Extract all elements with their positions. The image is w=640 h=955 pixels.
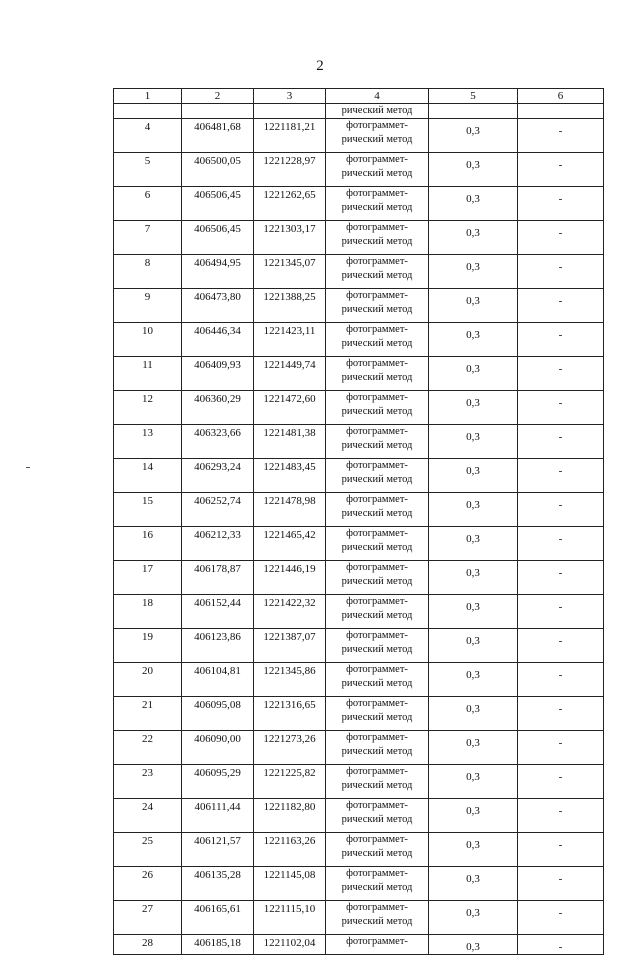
method-line-2: рический метод	[341, 882, 413, 893]
method-line-1: фотограммет-	[346, 698, 408, 709]
table-row	[114, 697, 604, 731]
x-coordinate-cell: 406360,29	[182, 391, 254, 425]
x-coordinate-cell: 406104,81	[182, 663, 254, 697]
table-header-row	[114, 89, 604, 104]
table-row	[114, 663, 604, 697]
method-line-1: фотограммет-	[346, 596, 408, 607]
accuracy-cell: 0,3	[429, 595, 518, 629]
table-row	[114, 323, 604, 357]
accuracy-cell: 0,3	[429, 561, 518, 595]
point-number-cell: 18	[114, 595, 182, 629]
point-number-cell: 23	[114, 765, 182, 799]
point-number-cell: 12	[114, 391, 182, 425]
y-coordinate-cell: 1221387,07	[254, 629, 326, 663]
y-coordinate-cell: 1221316,65	[254, 697, 326, 731]
accuracy-cell: 0,3	[429, 799, 518, 833]
y-coordinate-cell: 1221422,32	[254, 595, 326, 629]
y-coordinate-cell: 1221115,10	[254, 901, 326, 935]
y-coordinate-cell: 1221481,38	[254, 425, 326, 459]
table-row	[114, 119, 604, 153]
note-cell: -	[518, 221, 604, 255]
table-row	[114, 901, 604, 935]
x-coordinate-cell: 406152,44	[182, 595, 254, 629]
method-line-2: рический метод	[341, 814, 413, 825]
y-coordinate-cell: 1221478,98	[254, 493, 326, 527]
point-number-cell: 27	[114, 901, 182, 935]
note-cell: -	[518, 187, 604, 221]
method-cell	[326, 527, 429, 561]
method-cell	[326, 391, 429, 425]
note-cell: -	[518, 765, 604, 799]
table-row	[114, 527, 604, 561]
note-cell: -	[518, 391, 604, 425]
table-row	[114, 935, 604, 955]
x-coordinate-cell: 406111,44	[182, 799, 254, 833]
point-number-cell: 26	[114, 867, 182, 901]
note-cell: -	[518, 425, 604, 459]
method-line-2: рический метод	[341, 304, 413, 315]
method-line-1: фотограммет-	[346, 528, 408, 539]
method-line-2: рический метод	[341, 338, 413, 349]
method-line-1: фотограммет-	[346, 902, 408, 913]
point-number-cell: 14	[114, 459, 182, 493]
x-coordinate-cell: 406473,80	[182, 289, 254, 323]
accuracy-cell: 0,3	[429, 833, 518, 867]
point-number-cell: 17	[114, 561, 182, 595]
table-row	[114, 595, 604, 629]
accuracy-cell: 0,3	[429, 629, 518, 663]
method-cell	[326, 595, 429, 629]
note-cell: -	[518, 867, 604, 901]
table-row	[114, 425, 604, 459]
method-cell	[326, 255, 429, 289]
x-coordinate-cell: 406506,45	[182, 187, 254, 221]
method-line-2: рический метод	[341, 474, 413, 485]
x-coordinate-cell: 406095,08	[182, 697, 254, 731]
note-cell: -	[518, 663, 604, 697]
method-line-2: рический метод	[341, 678, 413, 689]
x-coordinate-cell: 406252,74	[182, 493, 254, 527]
point-number-cell: 7	[114, 221, 182, 255]
continued-row	[114, 104, 604, 119]
point-number-cell: 8	[114, 255, 182, 289]
y-coordinate-cell: 1221273,26	[254, 731, 326, 765]
note-cell: -	[518, 459, 604, 493]
y-coordinate-cell: 1221303,17	[254, 221, 326, 255]
method-line-1: фотограммет-	[346, 664, 408, 675]
point-number-cell: 4	[114, 119, 182, 153]
table-row	[114, 629, 604, 663]
method-line-2: рический метод	[341, 270, 413, 281]
x-coordinate-cell: 406293,24	[182, 459, 254, 493]
accuracy-cell: 0,3	[429, 901, 518, 935]
note-cell: -	[518, 697, 604, 731]
method-line-1: фотограммет-	[346, 766, 408, 777]
y-coordinate-cell: 1221182,80	[254, 799, 326, 833]
y-coordinate-cell: 1221262,65	[254, 187, 326, 221]
note-cell: -	[518, 629, 604, 663]
method-cell	[326, 119, 429, 153]
point-number-cell: 13	[114, 425, 182, 459]
x-coordinate-cell: 406212,33	[182, 527, 254, 561]
x-coordinate-cell: 406323,66	[182, 425, 254, 459]
method-cell	[326, 901, 429, 935]
accuracy-cell: 0,3	[429, 221, 518, 255]
point-number-cell: 10	[114, 323, 182, 357]
x-coordinate-cell: 406506,45	[182, 221, 254, 255]
method-cell	[326, 425, 429, 459]
y-coordinate-cell: 1221145,08	[254, 867, 326, 901]
method-cell	[326, 221, 429, 255]
accuracy-cell: 0,3	[429, 187, 518, 221]
point-number-cell: 28	[114, 935, 182, 955]
point-number-cell: 9	[114, 289, 182, 323]
method-cell: фотограммет-	[326, 935, 429, 955]
method-line-1: фотограммет-	[346, 188, 408, 199]
accuracy-cell: 0,3	[429, 663, 518, 697]
method-line-2: рический метод	[341, 440, 413, 451]
x-coordinate-cell: 406095,29	[182, 765, 254, 799]
method-line-1: фотограммет-	[346, 494, 408, 505]
x-coordinate-cell: 406178,87	[182, 561, 254, 595]
method-line-2: рический метод	[341, 610, 413, 621]
x-coordinate-cell: 406165,61	[182, 901, 254, 935]
y-coordinate-cell: 1221228,97	[254, 153, 326, 187]
note-cell: -	[518, 255, 604, 289]
method-line-2: рический метод	[341, 712, 413, 723]
method-line-1: фотограммет-	[346, 120, 408, 131]
table-row	[114, 187, 604, 221]
y-coordinate-cell: 1221465,42	[254, 527, 326, 561]
y-coordinate-cell: 1221345,86	[254, 663, 326, 697]
y-coordinate-cell: 1221472,60	[254, 391, 326, 425]
table-row	[114, 561, 604, 595]
method-line-2: рический метод	[341, 134, 413, 145]
method-cell	[326, 629, 429, 663]
table-row	[114, 493, 604, 527]
header-col-2: 2	[182, 89, 254, 104]
point-number-cell: 15	[114, 493, 182, 527]
method-line-2: рический метод	[341, 508, 413, 519]
method-line-2: рический метод	[341, 746, 413, 757]
method-line-2: рический метод	[341, 916, 413, 927]
table-row	[114, 153, 604, 187]
note-cell: -	[518, 323, 604, 357]
table-row	[114, 833, 604, 867]
table-row	[114, 357, 604, 391]
method-line-2: рический метод	[341, 372, 413, 383]
method-line-1: фотограммет-	[346, 392, 408, 403]
y-coordinate-cell: 1221449,74	[254, 357, 326, 391]
y-coordinate-cell: 1221102,04	[254, 935, 326, 955]
point-number-cell: 22	[114, 731, 182, 765]
continued-method-cell: рический метод	[326, 104, 429, 119]
method-cell	[326, 833, 429, 867]
method-line-2: рический метод	[341, 644, 413, 655]
method-line-2: рический метод	[341, 542, 413, 553]
table-row	[114, 289, 604, 323]
method-line-1: фотограммет-	[346, 562, 408, 573]
accuracy-cell: 0,3	[429, 765, 518, 799]
table-row	[114, 799, 604, 833]
point-number-cell: 24	[114, 799, 182, 833]
header-col-1: 1	[114, 89, 182, 104]
method-line-1: фотограммет-	[346, 358, 408, 369]
method-cell	[326, 493, 429, 527]
point-number-cell: 16	[114, 527, 182, 561]
point-number-cell: 6	[114, 187, 182, 221]
table-row	[114, 459, 604, 493]
x-coordinate-cell: 406409,93	[182, 357, 254, 391]
x-coordinate-cell: 406481,68	[182, 119, 254, 153]
method-cell	[326, 459, 429, 493]
accuracy-cell: 0,3	[429, 697, 518, 731]
x-coordinate-cell: 406494,95	[182, 255, 254, 289]
method-cell	[326, 731, 429, 765]
method-line-1: фотограммет-	[346, 732, 408, 743]
point-number-cell: 11	[114, 357, 182, 391]
note-cell: -	[518, 901, 604, 935]
method-cell	[326, 663, 429, 697]
table-row	[114, 391, 604, 425]
accuracy-cell: 0,3	[429, 527, 518, 561]
method-cell	[326, 187, 429, 221]
method-line-2: рический метод	[341, 406, 413, 417]
x-coordinate-cell: 406135,28	[182, 867, 254, 901]
method-line-1: фотограммет-	[346, 290, 408, 301]
page-number: 2	[316, 58, 324, 74]
point-number-cell: 25	[114, 833, 182, 867]
method-line-1: фотограммет-	[346, 460, 408, 471]
table-row	[114, 255, 604, 289]
method-cell	[326, 561, 429, 595]
coordinates-table	[113, 88, 604, 955]
note-cell: -	[518, 935, 604, 955]
y-coordinate-cell: 1221225,82	[254, 765, 326, 799]
method-line-2: рический метод	[341, 236, 413, 247]
header-col-6: 6	[518, 89, 604, 104]
table-row	[114, 765, 604, 799]
method-line-1: фотограммет-	[346, 630, 408, 641]
method-line-2: рический метод	[341, 576, 413, 587]
accuracy-cell: 0,3	[429, 731, 518, 765]
accuracy-cell: 0,3	[429, 493, 518, 527]
table-row	[114, 731, 604, 765]
note-cell: -	[518, 357, 604, 391]
accuracy-cell: 0,3	[429, 425, 518, 459]
method-line-2: рический метод	[341, 168, 413, 179]
method-line-1: фотограммет-	[346, 154, 408, 165]
y-coordinate-cell: 1221345,07	[254, 255, 326, 289]
table-row	[114, 867, 604, 901]
note-cell: -	[518, 289, 604, 323]
y-coordinate-cell: 1221423,11	[254, 323, 326, 357]
method-cell	[326, 357, 429, 391]
note-cell: -	[518, 799, 604, 833]
accuracy-cell: 0,3	[429, 255, 518, 289]
table-row	[114, 221, 604, 255]
method-cell	[326, 323, 429, 357]
method-line-1: фотограммет-	[346, 834, 408, 845]
accuracy-cell: 0,3	[429, 459, 518, 493]
method-line-1: фотограммет-	[346, 868, 408, 879]
method-cell	[326, 697, 429, 731]
header-col-3: 3	[254, 89, 326, 104]
y-coordinate-cell: 1221388,25	[254, 289, 326, 323]
accuracy-cell: 0,3	[429, 323, 518, 357]
method-line-1: фотограммет-	[346, 222, 408, 233]
x-coordinate-cell: 406090,00	[182, 731, 254, 765]
method-cell	[326, 867, 429, 901]
note-cell: -	[518, 561, 604, 595]
point-number-cell: 20	[114, 663, 182, 697]
method-cell	[326, 765, 429, 799]
point-number-cell: 21	[114, 697, 182, 731]
note-cell: -	[518, 833, 604, 867]
method-cell	[326, 289, 429, 323]
note-cell: -	[518, 493, 604, 527]
accuracy-cell: 0,3	[429, 935, 518, 955]
method-line-2: рический метод	[341, 848, 413, 859]
scan-edge-mark	[26, 467, 30, 468]
point-number-cell: 5	[114, 153, 182, 187]
note-cell: -	[518, 153, 604, 187]
accuracy-cell: 0,3	[429, 867, 518, 901]
accuracy-cell: 0,3	[429, 391, 518, 425]
x-coordinate-cell: 406123,86	[182, 629, 254, 663]
method-line-2: рический метод	[341, 780, 413, 791]
method-line-1: фотограммет-	[346, 800, 408, 811]
note-cell: -	[518, 527, 604, 561]
accuracy-cell: 0,3	[429, 119, 518, 153]
method-cell	[326, 153, 429, 187]
y-coordinate-cell: 1221181,21	[254, 119, 326, 153]
x-coordinate-cell: 406500,05	[182, 153, 254, 187]
method-line-1: фотограммет-	[346, 426, 408, 437]
x-coordinate-cell: 406446,34	[182, 323, 254, 357]
x-coordinate-cell: 406121,57	[182, 833, 254, 867]
y-coordinate-cell: 1221446,19	[254, 561, 326, 595]
header-col-5: 5	[429, 89, 518, 104]
header-col-4: 4	[326, 89, 429, 104]
note-cell: -	[518, 595, 604, 629]
method-cell	[326, 799, 429, 833]
y-coordinate-cell: 1221483,45	[254, 459, 326, 493]
method-line-1: фотограммет-	[346, 324, 408, 335]
accuracy-cell: 0,3	[429, 153, 518, 187]
accuracy-cell: 0,3	[429, 289, 518, 323]
point-number-cell: 19	[114, 629, 182, 663]
note-cell: -	[518, 731, 604, 765]
y-coordinate-cell: 1221163,26	[254, 833, 326, 867]
accuracy-cell: 0,3	[429, 357, 518, 391]
note-cell: -	[518, 119, 604, 153]
method-line-2: рический метод	[341, 202, 413, 213]
method-line-1: фотограммет-	[346, 256, 408, 267]
x-coordinate-cell: 406185,18	[182, 935, 254, 955]
